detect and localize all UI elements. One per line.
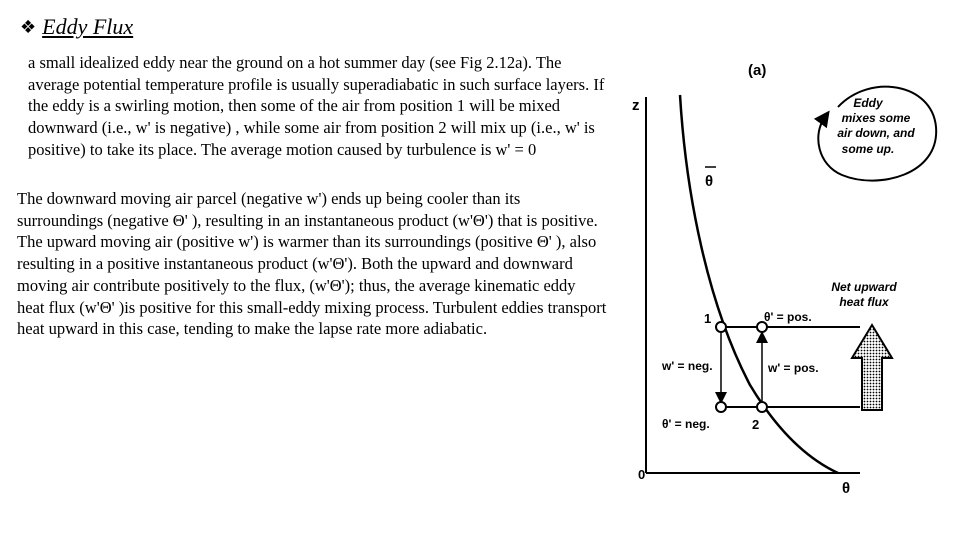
point-1-label: 1	[704, 311, 712, 326]
theta-axis-label: θ	[842, 480, 851, 497]
slide-title	[20, 14, 133, 40]
eddy-label-line-3: air down, and	[837, 126, 915, 140]
point-2-label: 2	[752, 417, 760, 432]
paragraph-heat-flux-explanation: The downward moving air parcel (negative w') ends up being cooler than its surroundings (negative Θ' ), resulting in an instantaneous product (w'Θ') that is positive. The upward moving air (positive w') is warmer than its surroundings (positive Θ' ), also resulting in a positive instantaneous product (w'Θ'). Both the upward and downward moving air contribute positively to the flux, (w'Θ'); thus, the average kinematic eddy heat flux (w'Θ' )is positive for this small-eddy mixing process. Turbulent eddies transport heat upward in this case, tending to make the lapse rate more adiabatic.	[17, 189, 607, 339]
panel-label: (a)	[748, 62, 767, 79]
parcel-1-end	[716, 402, 726, 412]
net-flux-label	[831, 280, 897, 309]
theta-pos-label: θ' = pos.	[764, 310, 812, 324]
net-upward-flux-arrow	[852, 325, 892, 410]
parcel-2-start	[757, 402, 767, 412]
title-text: Eddy Flux	[42, 14, 134, 39]
parcel-1-start	[716, 322, 726, 332]
w-neg-label: w' = neg.	[662, 359, 713, 373]
eddy-label-line-1: Eddy	[853, 96, 883, 110]
paragraph-eddy-description: a small idealized eddy near the ground on a hot summer day (see Fig 2.12a). The average potential temperature profile is usually superadiabatic in such surface layers. If the eddy is a swirling motion, then some of the air from position 1 will be mixed downward (i.e., w' is negative) , while some air from position 2 will mix up (i.e., w' is positive) to take its place. The average motion caused by turbulence is w' = 0	[28, 53, 605, 159]
theta-neg-label: θ' = neg.	[662, 417, 710, 431]
net-flux-label-line-1: Net upward	[831, 280, 897, 294]
theta-bar-label: θ	[705, 173, 714, 190]
w-pos-label: w' = pos.	[768, 361, 819, 375]
origin-label: 0	[638, 467, 646, 482]
diamond-bullet-icon: ❖	[20, 16, 37, 38]
eddy-label-line-4: some up.	[841, 142, 895, 156]
eddy-flux-figure	[620, 55, 950, 505]
net-flux-label-line-2: heat flux	[839, 295, 889, 309]
z-axis-label: z	[632, 97, 640, 114]
eddy-label-line-2: mixes some	[841, 111, 911, 125]
eddy-label	[837, 96, 915, 156]
